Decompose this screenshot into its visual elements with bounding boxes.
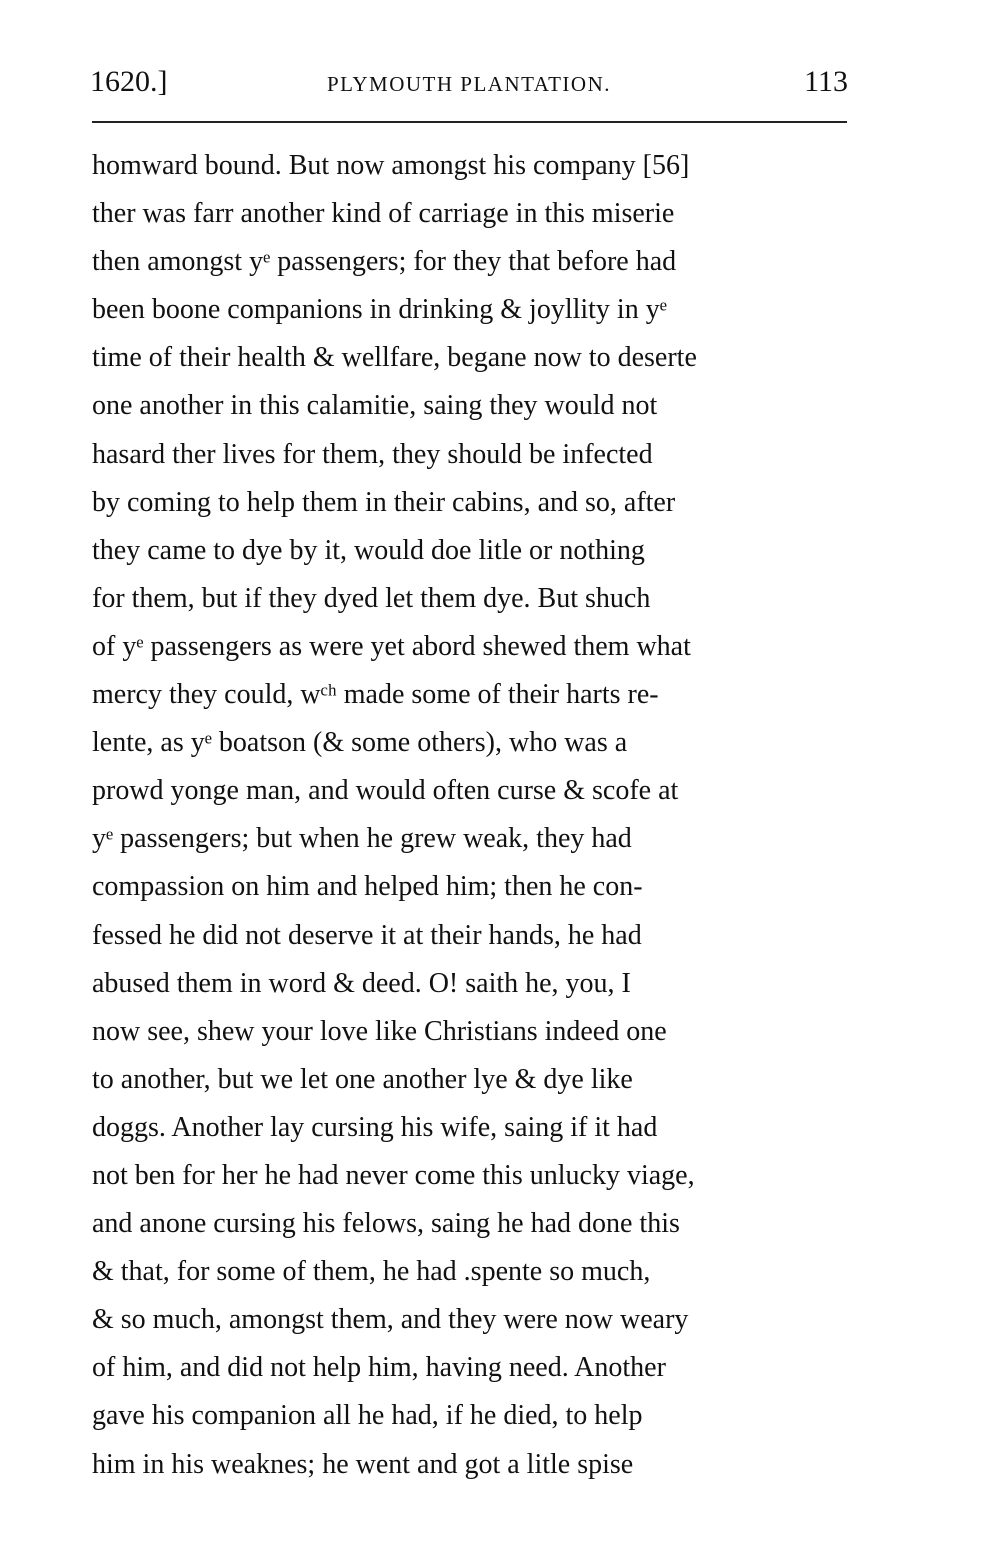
text-line: not ben for her he had never come this unlucky viage,	[92, 1159, 695, 1191]
text-line: then amongst yᵉ passengers; for they that before had	[92, 246, 677, 278]
text-line: they came to dye by it, would doe litle or nothing	[92, 534, 645, 566]
text-line: him in his weaknes; he went and got a litle spise	[92, 1448, 634, 1480]
text-line: lente, as yᵉ boatson (& some others), who was a	[92, 727, 628, 759]
text-line: prowd yonge man, and would often curse & scofe at	[92, 775, 679, 807]
text-line: & that, for some of them, he had .spente so much,	[92, 1256, 651, 1288]
header-title: PLYMOUTH PLANTATION.	[326, 72, 612, 96]
text-line: time of their health & wellfare, begane now to deserte	[92, 342, 697, 374]
text-line: of yᵉ passengers as were yet abord shewed them what	[92, 630, 691, 662]
text-line: doggs. Another lay cursing his wife, saing if it had	[92, 1111, 658, 1143]
body-text	[92, 142, 848, 1489]
text-line: and anone cursing his felows, saing he had done this	[92, 1208, 680, 1240]
text-line: one another in this calamitie, saing they would not	[92, 390, 658, 422]
text-line: of him, and did not help him, having need. Another	[92, 1352, 666, 1384]
text-line: by coming to help them in their cabins, and so, after	[92, 486, 676, 518]
text-line: mercy they could, wᶜʰ made some of their harts re-	[92, 679, 659, 711]
text-line: hasard ther lives for them, they should be infected	[92, 438, 653, 470]
text-line: abused them in word & deed. O! saith he, you, I	[92, 967, 631, 999]
text-line: gave his companion all he had, if he died, to help	[92, 1400, 643, 1432]
text-line: fessed he did not deserve it at their hands, he had	[92, 919, 642, 951]
text-line: to another, but we let one another lye & dye like	[92, 1063, 633, 1095]
text-line: ther was farr another kind of carriage in this miserie	[92, 198, 675, 230]
text-line: & so much, amongst them, and they were now weary	[92, 1304, 689, 1336]
header-year: 1620.]	[90, 65, 168, 98]
text-line: yᵉ passengers; but when he grew weak, they had	[92, 823, 632, 855]
header-rule	[92, 121, 847, 123]
text-line: for them, but if they dyed let them dye. But shuch	[92, 582, 651, 614]
running-header	[90, 60, 848, 104]
text-line: been boone companions in drinking & joyllity in yᵉ	[92, 294, 667, 326]
text-line: homward bound. But now amongst his company [56]	[92, 150, 690, 181]
page-number: 113	[804, 65, 848, 98]
text-line: compassion on him and helped him; then he con-	[92, 871, 643, 903]
text-line: now see, shew your love like Christians indeed one	[92, 1015, 667, 1047]
